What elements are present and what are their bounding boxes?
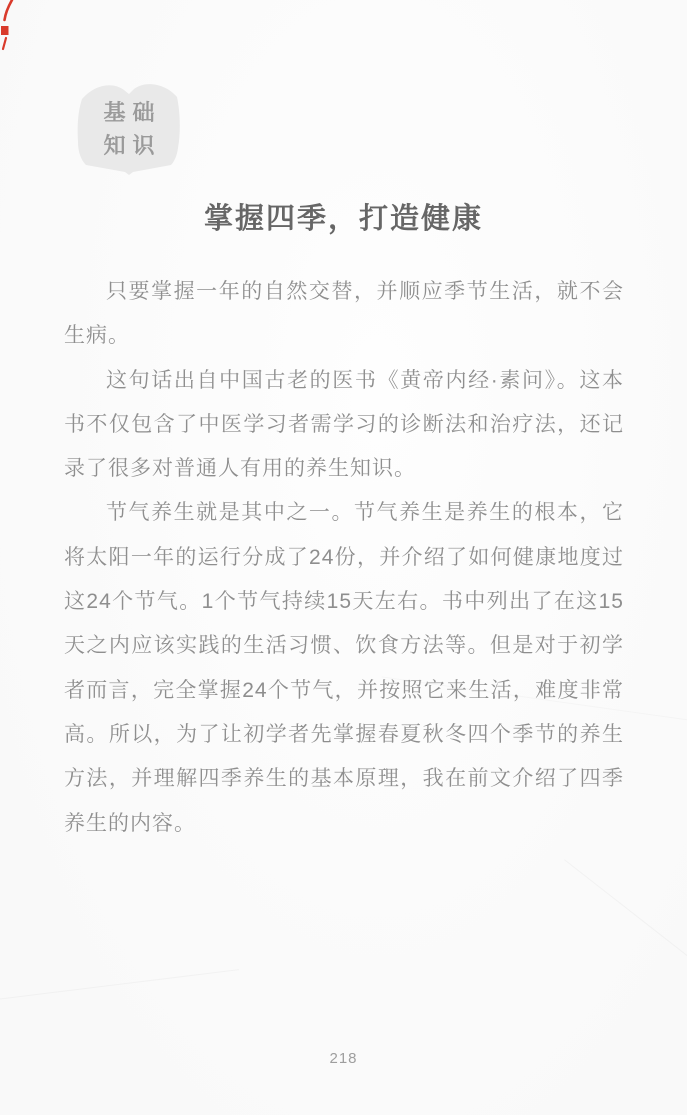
paragraph-3: 节气养生就是其中之一。节气养生是养生的根本，它将太阳一年的运行分成了24份，并介绍了如何健康地度过这24个节气。1个节气持续15天左右。书中列出了在这15天之内应该实践的生活习惯、饮食方法等。但是对于初学者而言，完全掌握24个节气，并按照它来生活，难度非常高。所以，为了让初学者先掌握春夏秋冬四个季节的养生方法，并理解四季养生的基本原理，我在前文介绍了四季养生的内容。 <box>64 501 624 835</box>
section-badge-label <box>72 96 186 162</box>
section-badge <box>72 76 186 178</box>
red-corner-marks-icon <box>0 0 18 52</box>
section-badge-line2: 知识 <box>103 133 162 158</box>
section-badge-line1: 基础 <box>103 100 162 125</box>
paragraph-1: 只要掌握一年的自然交替，并顺应季节生活，就不会生病。 <box>64 280 624 348</box>
scan-crease <box>0 969 239 1002</box>
paragraph-2: 这句话出自中国古老的医书《黄帝内经·素问》。这本书不仅包含了中医学习者需学习的诊断法和治疗法，还记录了很多对普通人有用的养生知识。 <box>64 368 624 481</box>
page-number: 218 <box>329 1050 358 1067</box>
body-text <box>64 270 624 846</box>
page-title: 掌握四季，打造健康 <box>203 203 483 235</box>
scan-crease <box>564 859 687 1001</box>
